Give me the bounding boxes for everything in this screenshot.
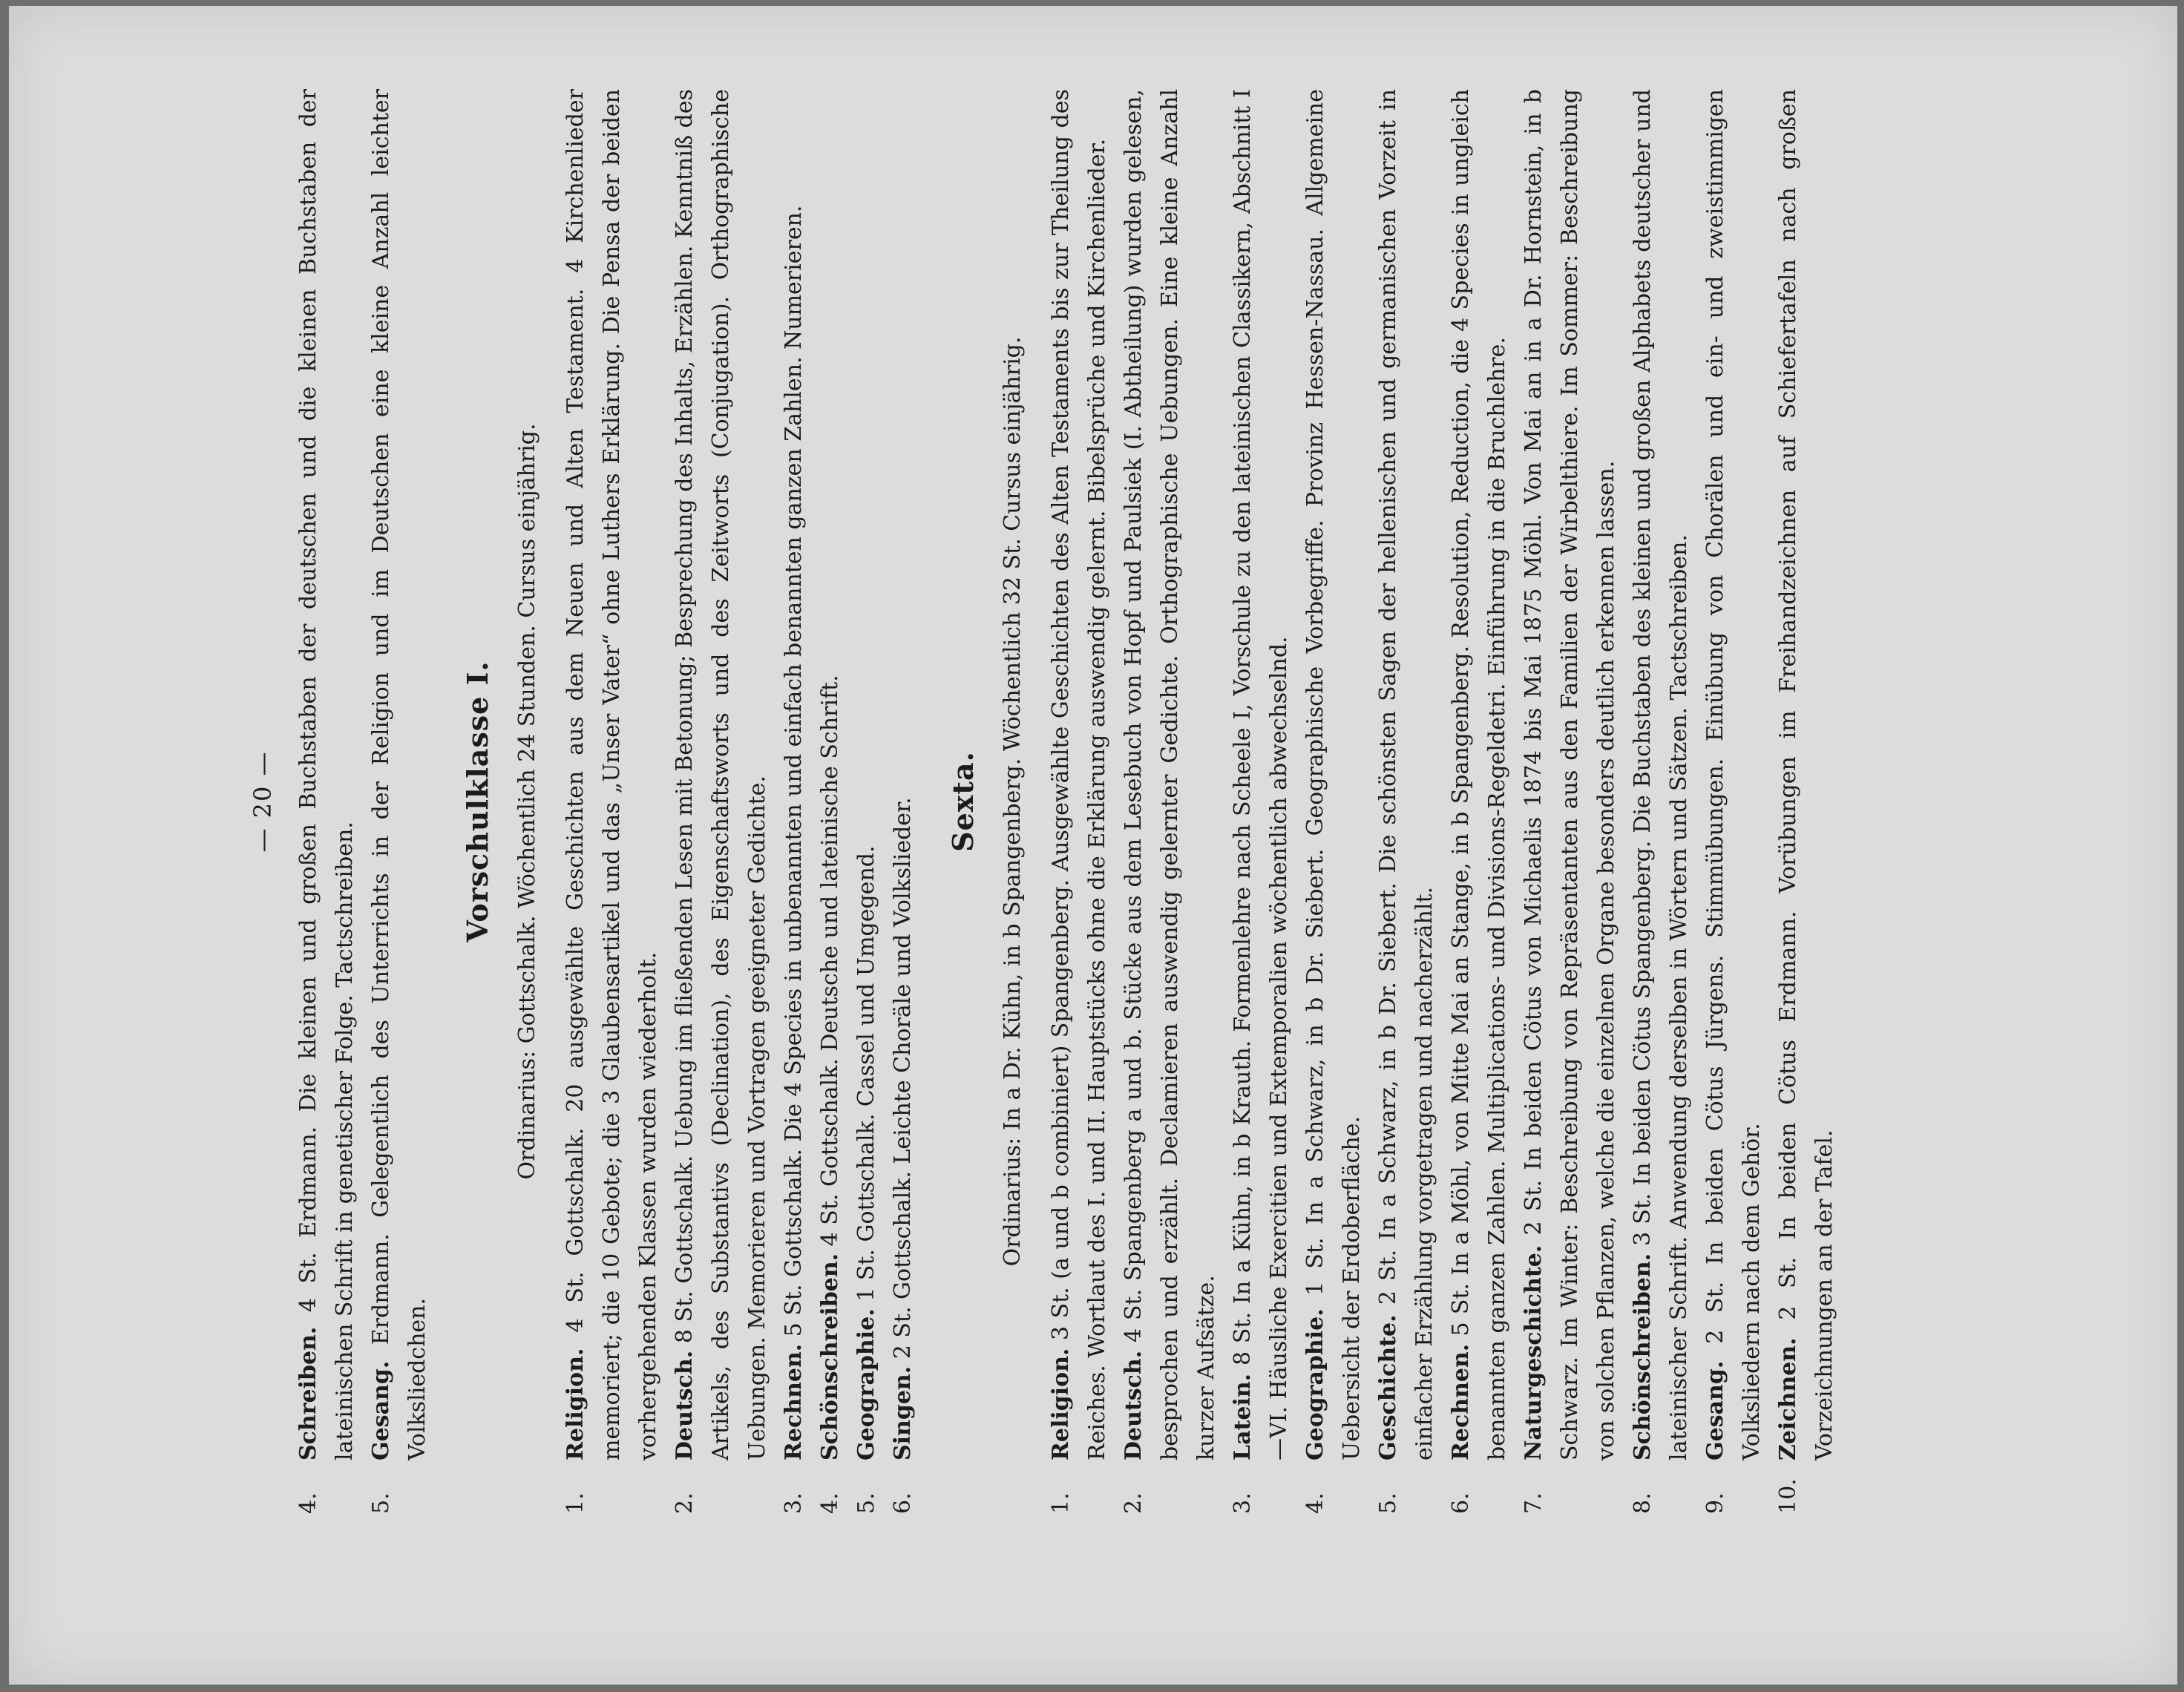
section-ordinarius: Ordinarius: In a Dr. Kühn, in b Spangenberg. Wöchentlich 32 St. Cursus einjährig.: [1000, 336, 1026, 1267]
list-item: 4. Schreiben. 4 St. Erdmann. Die kleinen und großen Buchstaben der deutschen und die kleinen Buchstaben der lateinischen Schrift in genetischer Folge. Tactschreiben.: [295, 89, 358, 1514]
list-item: 2. Deutsch. 8 St. Gottschalk. Uebung im fließenden Lesen mit Betonung; Besprechung des Inhalts, Erzählen. Kenntniß des Artikels, des Substantivs (Declination), des Eigenschaftsworts und des Zeitworts (Conjugation). Orthographische Uebungen. Memorieren und Vortragen geeigneter Gedichte.: [672, 89, 770, 1514]
list-item: 2. Deutsch. 4 St. Spangenberg a und b. Stücke aus dem Lesebuch von Hopf und Paulsiek (I. Abtheilung) wurden gelesen, besprochen und erzählt. Declamieren auswendig gelernter Gedichte. Orthographische Uebungen. Eine kleine Anzahl kurzer Aufsätze.: [1121, 89, 1219, 1514]
list-item: 3. Rechnen. 5 St. Gottschalk. Die 4 Species in unbenannten und einfach benannten ganzen Zahlen. Numerieren.: [781, 205, 807, 1514]
section-heading-vorschulklasse: Vorschulklasse I.: [461, 660, 494, 942]
list-item: 6. Singen. 2 St. Gottschalk. Leichte Choräle und Volkslieder.: [890, 797, 916, 1514]
section-items-vorschulklasse: [557, 89, 921, 1514]
top-items: [290, 89, 436, 1514]
list-item: 1. Religion. 4 St. Gottschalk. 20 ausgewählte Geschichten aus dem Neuen und Alten Testament. 4 Kirchenlieder memoriert; die 10 Gebote; die 3 Glaubensartikel und das „Unser Vater“ ohne Luthers Erklärung. Die Pensa der beiden vorhergehenden Klassen wurden wiederholt.: [563, 89, 661, 1514]
list-item: 7. Naturgeschichte. 2 St. In beiden Cötus von Michaelis 1874 bis Mai 1875 Möhl. Von Mai an in a Dr. Hornstein, in b Schwarz. Im Winter: Beschreibung von Repräsentanten aus den Familien der Wirbelthiere. Im Sommer: Beschreibung von solchen Pflanzen, welche die einzelnen Organe besonders deutlich erkennen lassen.: [1521, 89, 1619, 1514]
list-item: 5. Gesang. Erdmann. Gelegentlich des Unterrichts in der Religion und im Deutschen eine kleine Anzahl leichter Volksliedchen.: [368, 89, 430, 1514]
list-item: 9. Gesang. 2 St. In beiden Cötus Jürgens. Stimmübungen. Einübung von Chorälen und ein- und zweistimmigen Volksliedern nach dem Gehör.: [1702, 89, 1765, 1514]
rotated-page-content: [245, 89, 2056, 1514]
list-item: 4. Schönschreiben. 4 St. Gottschalk. Deutsche und lateinische Schrift.: [817, 675, 843, 1514]
section-items-sexta: [1043, 89, 1843, 1514]
section-ordinarius: Ordinarius: Gottschalk. Wöchentlich 24 Stunden. Cursus einjährig.: [514, 423, 540, 1180]
list-item: 6. Rechnen. 5 St. In a Möhl, von Mitte Mai an Stange, in b Spangenberg. Resolution, Reduction, die 4 Species in ungleich benannten ganzen Zahlen. Multiplications- und Divisions-Regeldetri. Einführung in die Bruchlehre.: [1448, 89, 1510, 1514]
section-heading-sexta: Sexta.: [946, 751, 980, 852]
page-number: — 20 —: [249, 750, 277, 853]
list-item: 5. Geschichte. 2 St. In a Schwarz, in b Dr. Siebert. Die schönsten Sagen der hellenischen und germanischen Vorzeit in einfacher Erzählung vorgetragen und nacherzählt.: [1375, 89, 1437, 1514]
list-item: 3. Latein. 8 St. In a Kühn, in b Krauth. Formenlehre nach Scheele I, Vorschule zu den lateinischen Classikern, Abschnitt I—VI. Häusliche Exercitien und Extemporalien wöchentlich abwechselnd.: [1230, 89, 1292, 1514]
list-item: 4. Geographie. 1 St. In a Schwarz, in b Dr. Siebert. Geographische Vorbegriffe. Provinz Hessen-Nassau. Allgemeine Uebersicht der Erdoberfläche.: [1302, 89, 1365, 1514]
list-item: 8. Schönschreiben. 3 St. In beiden Cötus Spangenberg. Die Buchstaben des kleinen und großen Alphabets deutscher und lateinischer Schrift. Anwendung derselben in Wörtern und Sätzen. Tactschreiben.: [1630, 89, 1692, 1514]
list-item: 10. Zeichnen. 2 St. In beiden Cötus Erdmann. Vorübungen im Freihandzeichnen auf Schiefertafeln nach großen Vorzeichnungen an der Tafel.: [1775, 89, 1837, 1514]
list-item: 5. Geographie. 1 St. Gottschalk. Cassel und Umgegend.: [853, 845, 879, 1514]
list-item: 1. Religion. 3 St. (a und b combiniert) Spangenberg. Ausgewählte Geschichten des Alten Testaments bis zur Theilung des Reiches. Wortlaut des I. und II. Hauptstücks ohne die Erklärung auswendig gelernt. Bibelsprüche und Kirchenlieder.: [1048, 89, 1110, 1514]
